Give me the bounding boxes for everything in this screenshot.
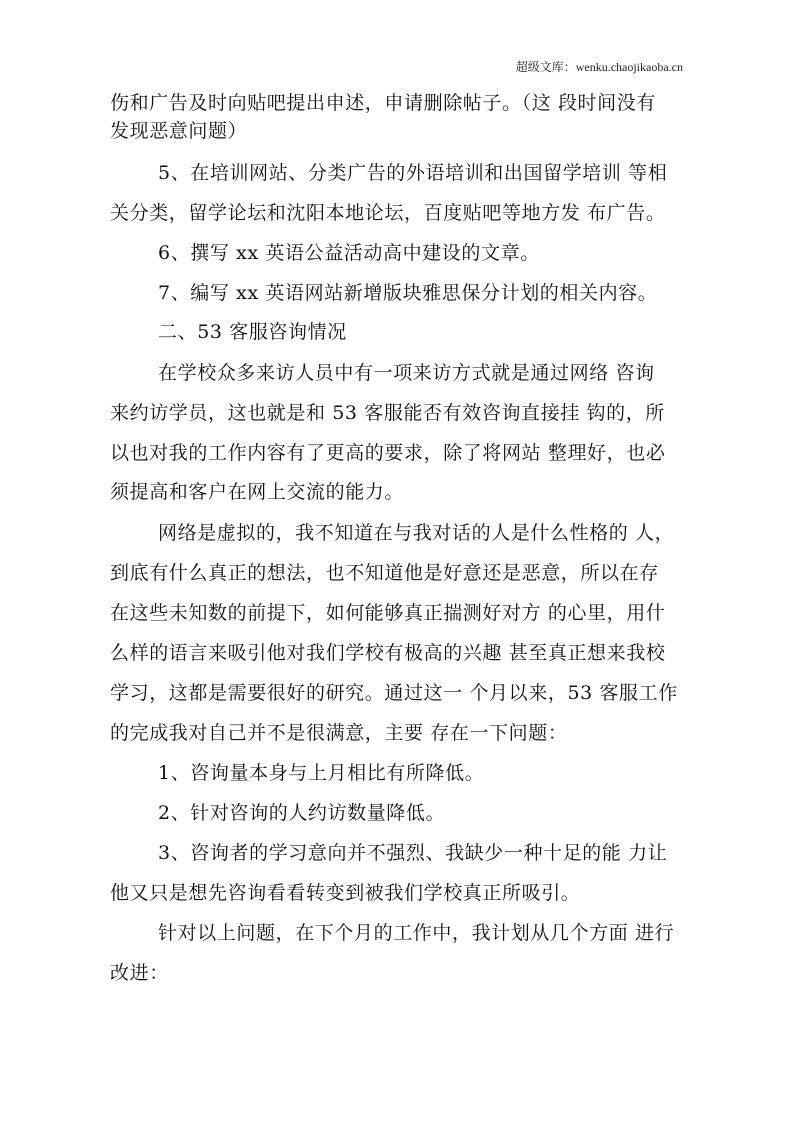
text-line: 到底有什么真正的想法，也不知道他是好意还是恶意，所以在存 xyxy=(110,562,659,584)
text-line: 1、咨询量本身与上月相比有所降低。 xyxy=(158,762,485,784)
text-line: 网络是虚拟的，我不知道在与我对话的人是什么性格的 人， xyxy=(158,522,675,544)
text-line: 6、撰写 xx 英语公益活动高中建设的文章。 xyxy=(158,242,540,264)
text-line: 二、53 客服咨询情况 xyxy=(158,321,347,343)
page-header-source: 超级文库：wenku.chaojikaoba.cn xyxy=(515,60,683,74)
text-line: 么样的语言来吸引他对我们学校有极高的兴趣 甚至真正想来我校 xyxy=(110,642,666,664)
text-line: 5、在培训网站、分类广告的外语培训和出国留学培训 等相 xyxy=(158,162,668,184)
text-line: 学习，这都是需要很好的研究。通过这一 个月以来，53 客服工作 xyxy=(110,682,678,704)
text-line: 发现恶意问题） xyxy=(110,120,248,142)
text-line: 伤和广告及时向贴吧提出申述，申请删除帖子。（这 段时间没有 xyxy=(110,92,656,114)
text-line: 以也对我的工作内容有了更高的要求，除了将网站 整理好，也必 xyxy=(110,442,666,464)
text-line: 改进： xyxy=(110,962,169,984)
text-line: 关分类，留学论坛和沈阳本地论坛，百度贴吧等地方发 布广告。 xyxy=(110,202,666,224)
text-line: 7、编写 xx 英语网站新增版块雅思保分计划的相关内容。 xyxy=(158,282,658,304)
text-line: 在这些未知数的前提下，如何能够真正揣测好对方 的心里，用什 xyxy=(110,602,666,624)
text-line: 2、针对咨询的人约访数量降低。 xyxy=(158,802,446,824)
text-line: 的完成我对自己并不是很满意，主要 存在一下问题： xyxy=(110,722,568,744)
text-line: 他又只是想先咨询看看转变到被我们学校真正所吸引。 xyxy=(110,882,581,904)
text-line: 在学校众多来访人员中有一项来访方式就是通过网络 咨询 xyxy=(158,362,655,384)
text-line: 3、咨询者的学习意向并不强烈、我缺少一种十足的能 力让 xyxy=(158,842,668,864)
text-line: 须提高和客户在网上交流的能力。 xyxy=(110,481,405,503)
text-line: 针对以上问题，在下个月的工作中，我计划从几个方面 进行 xyxy=(158,922,675,944)
text-line: 来约访学员，这也就是和 53 客服能否有效咨询直接挂 钩的，所 xyxy=(110,402,665,424)
